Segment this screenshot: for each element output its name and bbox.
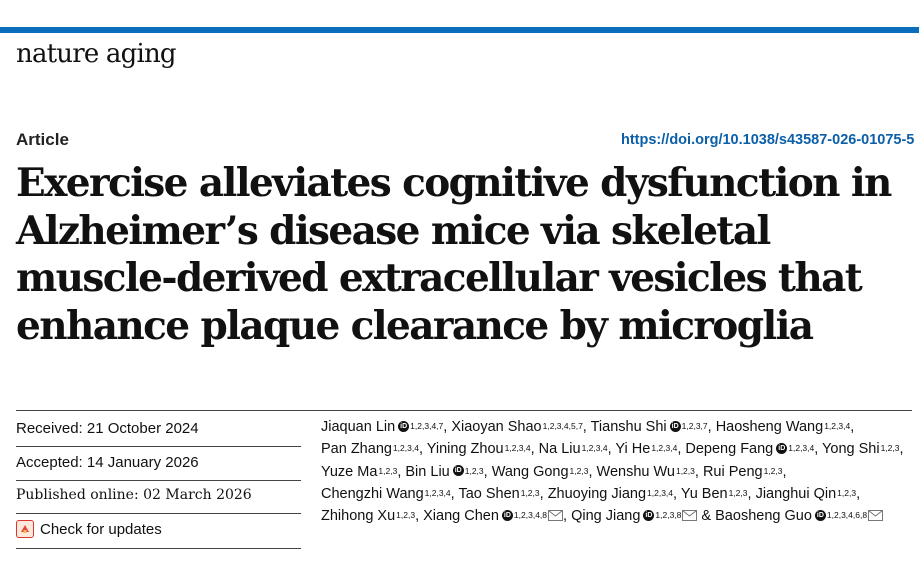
- author-name[interactable]: [703, 464, 783, 480]
- journal-logo[interactable]: nature aging: [16, 39, 176, 69]
- email-icon[interactable]: [868, 510, 883, 521]
- author-name-text: Jianghui Qin: [755, 485, 837, 502]
- affiliation-numbers[interactable]: 1,2,3,4: [392, 443, 419, 454]
- author-name-text: Yu Ben: [680, 485, 728, 502]
- email-icon[interactable]: [548, 510, 563, 521]
- author-name[interactable]: [548, 486, 673, 502]
- affiliation-numbers[interactable]: 1,2,3: [880, 443, 900, 454]
- author-name-text: Yi He: [615, 441, 651, 458]
- author-name[interactable]: [716, 419, 850, 435]
- author-name-text: Zhihong Xu: [321, 508, 396, 525]
- author-name[interactable]: [458, 486, 539, 502]
- orcid-icon[interactable]: iD: [645, 511, 653, 519]
- author-name-text: Depeng Fang: [685, 441, 774, 458]
- affiliation-numbers[interactable]: 1,2,3,7: [681, 421, 708, 431]
- author-name[interactable]: [321, 441, 419, 457]
- author-name-text: Chengzhi Wang: [321, 485, 424, 502]
- author-name-text: Qing Jiang: [571, 508, 641, 525]
- author-name-text: Zhuoying Jiang: [547, 485, 647, 502]
- author-name-text: Haosheng Wang: [715, 419, 824, 435]
- affiliation-numbers[interactable]: 1,2,3: [837, 487, 857, 498]
- author-name[interactable]: [685, 441, 814, 457]
- affiliation-numbers[interactable]: 1,2,3,4: [581, 443, 608, 454]
- affiliation-numbers[interactable]: 1,2,3: [396, 510, 416, 521]
- orcid-icon[interactable]: iD: [816, 511, 824, 519]
- author-name[interactable]: [715, 508, 883, 524]
- author-name[interactable]: [427, 441, 531, 457]
- author-name-text: Pan Zhang: [321, 441, 392, 458]
- author-name[interactable]: [571, 508, 697, 524]
- article-type: Article: [16, 130, 69, 149]
- author-name[interactable]: [756, 486, 857, 502]
- author-name[interactable]: [822, 441, 899, 457]
- affiliation-numbers[interactable]: 1,2,3,4,5,7: [542, 421, 583, 431]
- author-name[interactable]: [597, 464, 695, 480]
- author-name[interactable]: [492, 464, 589, 480]
- affiliation-numbers[interactable]: 1,2,3: [728, 487, 748, 498]
- author-name-text: Bin Liu: [405, 463, 450, 480]
- author-name[interactable]: [591, 419, 708, 435]
- author-name-text: Tao Shen: [458, 485, 520, 502]
- divider: [16, 480, 301, 481]
- affiliation-numbers[interactable]: 1,2,3,4,6,8: [826, 510, 868, 521]
- article-title: Exercise alleviates cognitive dysfunction in Alzheimer’s disease mice via skeletal muscle-derived extracellular vesicles that enhance plaque clearance by microglia: [16, 160, 891, 349]
- affiliation-numbers[interactable]: 1,2,3,4: [504, 443, 531, 454]
- author-name-text: Rui Peng: [702, 463, 763, 480]
- check-for-updates-button[interactable]: [16, 520, 162, 538]
- author-name[interactable]: [405, 464, 483, 480]
- affiliation-numbers[interactable]: 1,2,3: [763, 465, 783, 476]
- orcid-icon[interactable]: iD: [778, 444, 786, 452]
- orcid-icon[interactable]: iD: [454, 467, 462, 475]
- affiliation-numbers[interactable]: 1,2,3,4: [651, 443, 678, 454]
- author-name[interactable]: [321, 486, 451, 502]
- affiliation-numbers[interactable]: 1,2,3,4: [824, 421, 851, 431]
- author-name-text: Tianshu Shi: [590, 419, 667, 435]
- affiliation-numbers[interactable]: 1,2,3: [569, 465, 589, 476]
- author-name-text: Na Liu: [538, 441, 581, 458]
- author-name[interactable]: [321, 464, 397, 480]
- affiliation-numbers[interactable]: 1,2,3: [520, 487, 540, 498]
- author-name-text: Xiang Chen: [423, 508, 499, 525]
- orcid-icon[interactable]: iD: [400, 422, 408, 430]
- author-name-text: Baosheng Guo: [715, 508, 812, 525]
- affiliation-numbers[interactable]: 1,2,3,4: [647, 487, 674, 498]
- author-name-text: Yining Zhou: [426, 441, 504, 458]
- author-name[interactable]: [321, 419, 443, 435]
- affiliation-numbers[interactable]: 1,2,3,4: [788, 443, 815, 454]
- orcid-icon[interactable]: iD: [671, 422, 679, 430]
- journal-header-bar: [0, 27, 919, 33]
- affiliation-numbers[interactable]: 1,2,3,4: [424, 487, 451, 498]
- author-name-text: Xiaoyan Shao: [451, 419, 542, 435]
- affiliation-numbers[interactable]: 1,2,3,4,7: [410, 421, 444, 431]
- divider: [16, 410, 912, 411]
- affiliation-numbers[interactable]: 1,2,3,4,8: [513, 510, 548, 521]
- published-date: Published online: 02 March 2026: [16, 487, 252, 503]
- author-name-text: Yuze Ma: [321, 463, 378, 480]
- author-name[interactable]: [451, 419, 582, 435]
- author-list: Jiaquan Lin iD $^{1,2,3,4,7}$, Xiaoyan Shao$^{1,2,3,4,5,7}$, Tianshu Shi iD $^{1,2,3,7}$, Haosheng Wang$^{1,2,3,4}$, Pan Zhang$^{1,2,3,4}$, Yining Zhou$^{1,2,3,4}$, Na Liu$^{1,2,3,4}$, Yi He$^{1,2,3,4}$, Depeng Fang iD $^{1,2,3,4}$, Yong Shi$^{1,2,3}$, Yuze Ma$^{1,2,3}$, Bin Liu iD $^{1,2,3}$, Wang Gong$^{1,2,3}$, Wenshu Wu$^{1,2,3}$, Rui Peng$^{1,2,3}$, Chengzhi Wang$^{1,2,3,4}$, Tao Shen$^{1,2,3}$, Zhuoying Jiang$^{1,2,3,4}$, Yu Ben$^{1,2,3}$, Jianghui Qin$^{1,2,3}$, Zhihong Xu$^{1,2,3}$, Xiang Chen iD $^{1,2,3,4,8}$ , Qing Jiang iD $^{1,2,3,8}$ & Baosheng Guo iD $^{1,2,3,4,6,8}$: [321, 419, 904, 525]
- divider: [16, 548, 301, 549]
- check-for-updates-icon: [16, 520, 34, 538]
- affiliation-numbers[interactable]: 1,2,3: [675, 465, 695, 476]
- author-name-text: Jiaquan Lin: [321, 419, 396, 435]
- affiliation-numbers[interactable]: 1,2,3,8: [655, 510, 682, 521]
- accepted-date: Accepted: 14 January 2026: [16, 454, 199, 471]
- check-for-updates-label: Check for updates: [40, 520, 162, 538]
- received-date: Received: 21 October 2024: [16, 420, 199, 437]
- divider: [16, 513, 301, 514]
- author-name[interactable]: [615, 441, 677, 457]
- author-name-text: Wang Gong: [491, 463, 569, 480]
- author-name[interactable]: [423, 508, 563, 524]
- divider: [16, 446, 301, 447]
- author-name[interactable]: [539, 441, 608, 457]
- author-name[interactable]: [681, 486, 748, 502]
- email-icon[interactable]: [682, 510, 697, 521]
- author-name-text: Yong Shi: [822, 441, 880, 458]
- author-name-text: Wenshu Wu: [596, 463, 675, 480]
- affiliation-numbers[interactable]: 1,2,3: [464, 465, 484, 476]
- orcid-icon[interactable]: iD: [503, 511, 511, 519]
- affiliation-numbers[interactable]: 1,2,3: [378, 465, 398, 476]
- doi-link[interactable]: https://doi.org/10.1038/s43587-026-01075-5: [621, 132, 915, 148]
- author-name[interactable]: [321, 508, 415, 524]
